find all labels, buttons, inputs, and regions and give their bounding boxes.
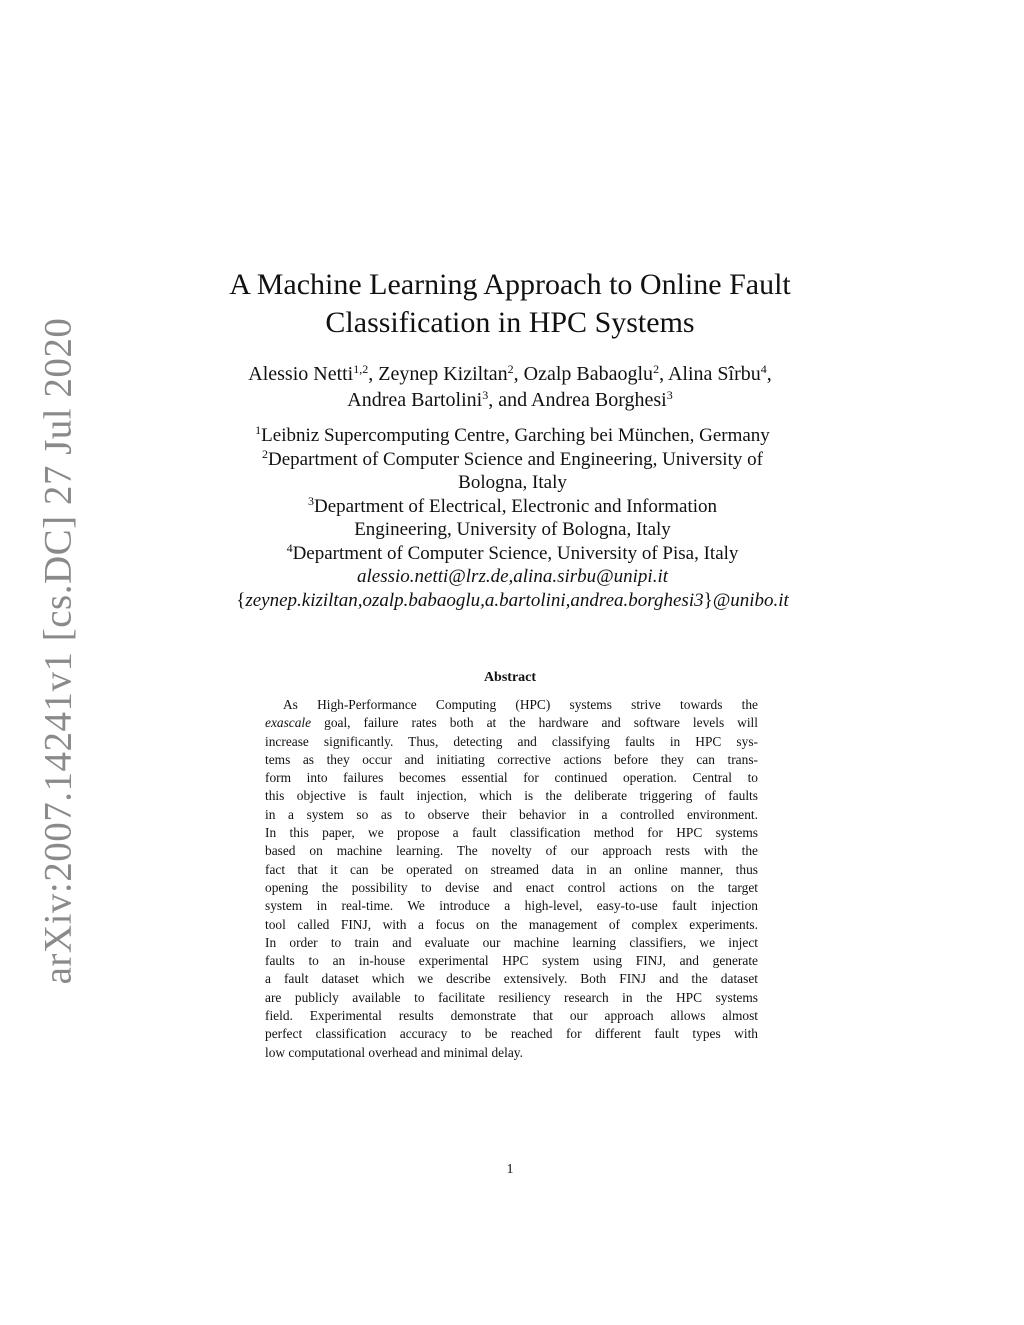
email-domain: @unibo.it [712,589,789,611]
affiliation-marker: 4 [286,540,293,555]
abstract-line: In this paper, we propose a fault classification method for HPC systems [265,825,758,841]
author-separator: , [368,363,379,385]
author-separator: , [659,363,668,385]
author-affil-marker: 2 [507,362,514,376]
author-list [160,361,860,413]
email-brace-open: { [236,589,246,611]
author-separator: , [766,363,772,385]
abstract-emphasis: exascale [265,715,312,731]
affiliation-3-cont: Engineering, University of Bologna, Italy [354,519,671,540]
author-name: Andrea Bartolini [347,389,483,411]
affiliation-list [150,424,875,612]
affiliation-text: Leibniz Supercomputing Centre, Garching bei München, Germany [261,425,770,446]
abstract-line: a fault dataset which we describe extensively. Both FINJ and the dataset [265,971,758,987]
abstract-line: system in real-time. We introduce a high-level, easy-to-use fault injection [265,898,758,914]
author-name: Alessio Netti [248,363,354,385]
email-line-2 [150,589,875,613]
affiliation-marker: 3 [307,493,314,508]
abstract-line: tems as they occur and initiating corrective actions before they can trans- [265,751,758,767]
affiliation-marker: 2 [262,446,269,461]
email-line-1: alessio.netti@lrz.de,alina.sirbu@unipi.it [357,566,668,587]
abstract-line: tool called FINJ, with a focus on the management of complex experiments. [265,916,758,932]
affiliation-4 [150,542,875,566]
title-line-1: A Machine Learning Approach to Online Fault [229,268,791,301]
author-affil-marker: 1,2 [353,362,369,376]
affiliation-marker: 1 [255,423,262,437]
page-number: 1 [506,1162,514,1177]
abstract-heading: Abstract [483,670,537,685]
email-usernames: zeynep.kiziltan,ozalp.babaoglu,a.bartolini,andrea.borghesi3 [245,589,704,611]
affiliation-2 [150,448,875,472]
author-affil-marker: 3 [666,388,673,402]
author-name: Ozalp Babaoglu [523,363,654,385]
abstract-line: based on machine learning. The novelty of our approach rests with the [265,843,758,859]
affiliation-text: Department of Computer Science, University of Pisa, Italy [292,542,739,564]
abstract-line: form into failures becomes essential for continued operation. Central to [265,770,758,786]
author-name: Zeynep Kiziltan [378,363,508,385]
abstract-line: opening the possibility to devise and enact control actions on the target [265,879,758,895]
author-line-1 [160,361,860,387]
author-affil-marker: 4 [760,362,767,376]
abstract-line: low computational overhead and minimal delay. [265,1044,523,1060]
abstract-line [265,714,758,732]
abstract-line: perfect classification accuracy to be reached for different fault types with [265,1026,758,1042]
abstract-line: fact that it can be operated on streamed data in an online manner, thus [265,861,758,877]
abstract-line: As High-Performance Computing (HPC) systems strive towards the [283,697,758,712]
abstract-line: increase significantly. Thus, detecting and classifying faults in HPC sys- [265,733,758,749]
abstract-body [265,696,758,1062]
abstract-line: faults to an in-house experimental HPC system using FINJ, and generate [265,953,758,969]
author-separator: , [513,363,524,385]
affiliation-3 [150,495,875,519]
author-line-2 [160,387,860,413]
abstract-line: In order to train and evaluate our machine learning classifiers, we inject [265,934,758,950]
affiliation-text: Department of Electrical, Electronic and Information [313,495,718,517]
author-affil-marker: 2 [653,362,660,376]
abstract-line: are publicly available to facilitate resiliency research in the HPC systems [265,989,758,1005]
abstract-line: this objective is fault injection, which is the deliberate triggering of faults [265,788,758,804]
affiliation-1 [150,424,875,448]
affiliation-text: Department of Computer Science and Engineering, University of [268,448,763,470]
author-name: Andrea Borghesi [531,389,667,411]
paper-title [160,266,860,342]
abstract-line-rest: goal, failure rates both at the hardware and software levels will [311,715,758,731]
arxiv-identifier-stamp: arXiv:2007.14241v1 [cs.DC] 27 Jul 2020 [36,317,80,985]
affiliation-2-cont: Bologna, Italy [458,472,567,493]
abstract-line: field. Experimental results demonstrate that our approach allows almost [265,1008,758,1024]
email-brace-close: } [703,589,713,611]
author-affil-marker: 3 [482,388,489,402]
author-name: Alina Sîrbu [667,363,761,385]
author-separator: , and [488,389,532,411]
abstract-line: in a system so as to observe their behavior in a controlled environment. [265,806,758,822]
title-line-2: Classification in HPC Systems [325,306,695,339]
